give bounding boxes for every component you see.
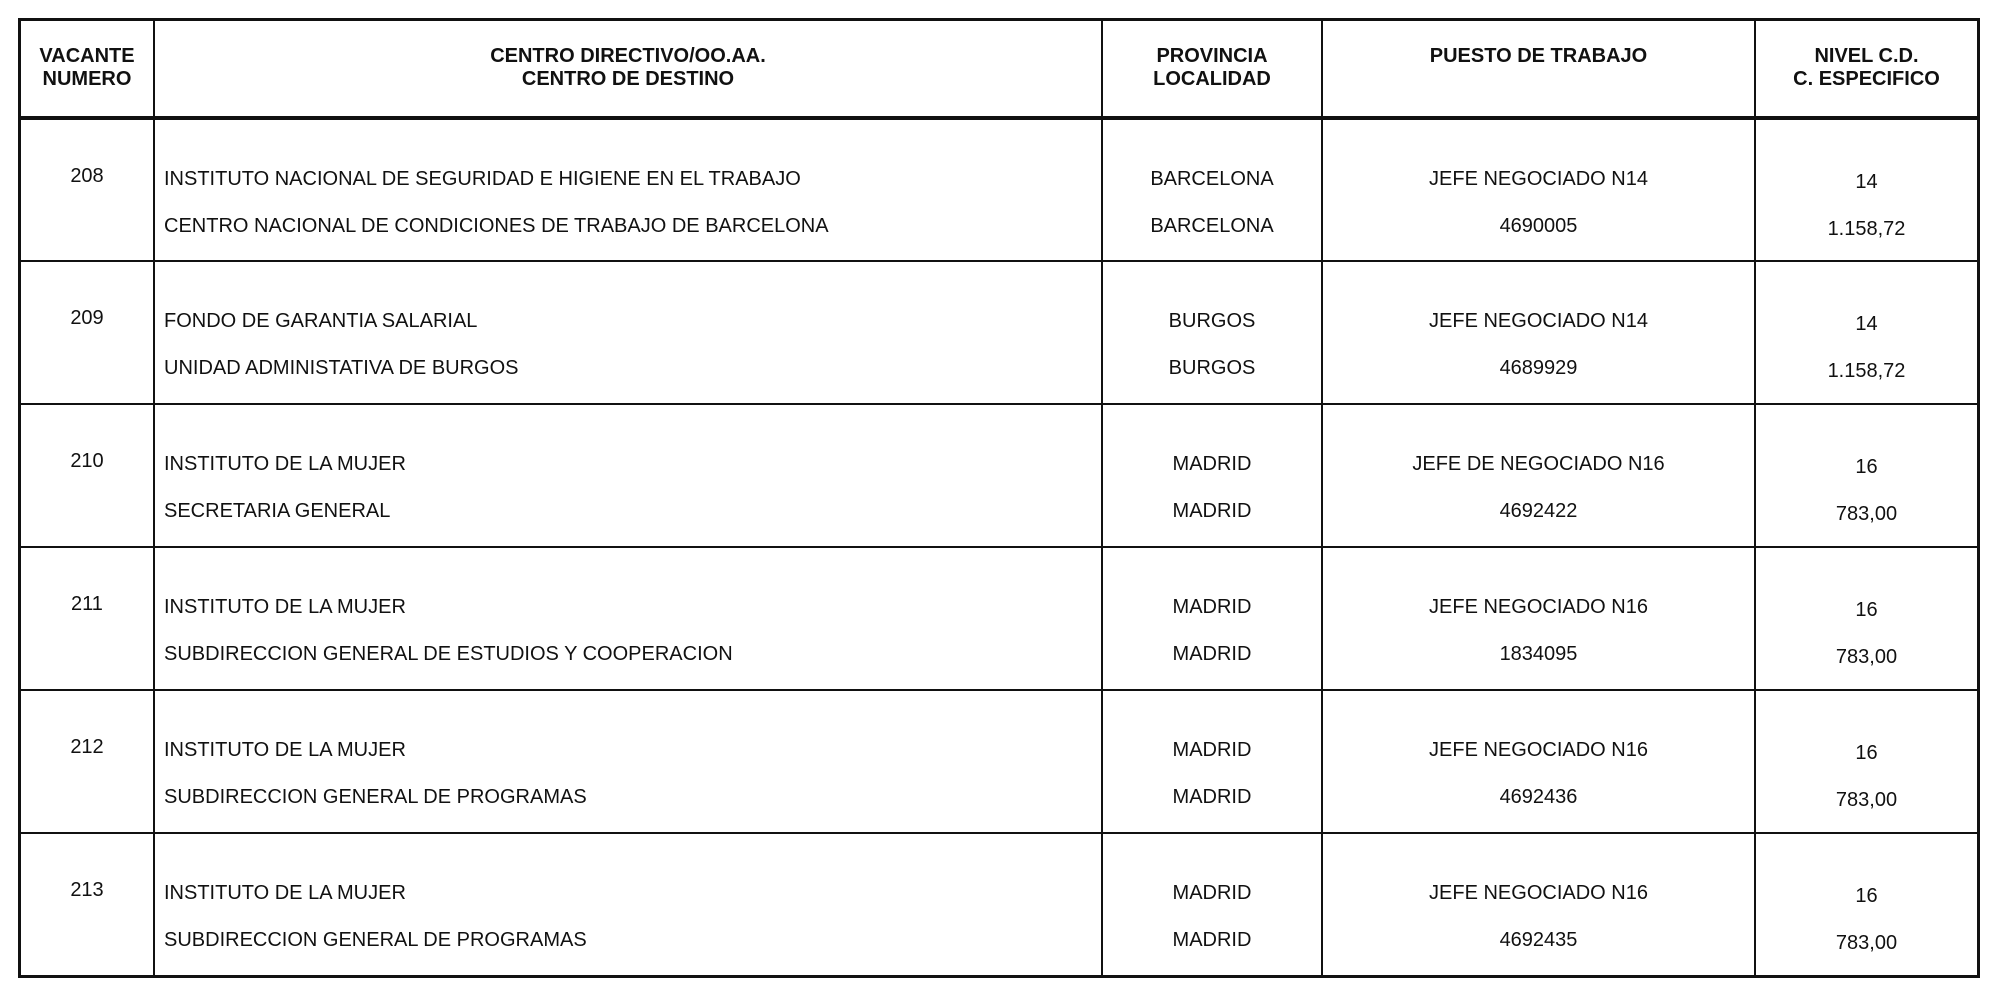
puesto-trabajo: JEFE NEGOCIADO N14 [1429, 310, 1648, 332]
centro-destino: SUBDIRECCION GENERAL DE ESTUDIOS Y COOPERACION [164, 643, 733, 665]
header-vacante-line1: VACANTE [39, 45, 135, 67]
cell-puesto [1322, 118, 1755, 261]
cell-provincia [1102, 404, 1322, 547]
table-row [21, 404, 1977, 547]
cell-centro [154, 404, 1102, 547]
header-centro [154, 21, 1102, 118]
puesto-codigo: 4692436 [1499, 786, 1578, 808]
header-centro-line1: CENTRO DIRECTIVO/OO.AA. [490, 45, 766, 67]
header-nivel-line1: NIVEL C.D. [1814, 45, 1919, 67]
provincia: BARCELONA [1150, 168, 1274, 190]
nivel-cd: 16 [1855, 742, 1878, 764]
cell-provincia [1102, 833, 1322, 976]
cell-vacante [21, 118, 154, 261]
header-puesto-line1: PUESTO DE TRABAJO [1429, 45, 1648, 67]
complemento-especifico: 783,00 [1835, 789, 1898, 811]
puesto-trabajo: JEFE NEGOCIADO N16 [1429, 739, 1648, 761]
header-vacante-line2: NUMERO [42, 68, 132, 90]
vacante-number: 212 [70, 736, 104, 758]
cell-provincia [1102, 118, 1322, 261]
puesto-codigo: 4692435 [1499, 929, 1578, 951]
cell-puesto [1322, 833, 1755, 976]
nivel-cd: 14 [1855, 313, 1878, 335]
table-row [21, 261, 1977, 404]
header-nivel [1755, 21, 1977, 118]
cell-nivel [1755, 833, 1977, 976]
centro-destino: SUBDIRECCION GENERAL DE PROGRAMAS [164, 786, 587, 808]
cell-centro [154, 833, 1102, 976]
complemento-especifico: 783,00 [1835, 932, 1898, 954]
centro-directivo: INSTITUTO DE LA MUJER [164, 739, 406, 761]
cell-nivel [1755, 690, 1977, 833]
header-provincia-line1: PROVINCIA [1156, 45, 1268, 67]
header-nivel-line2: C. ESPECIFICO [1793, 68, 1940, 90]
table-body [21, 118, 1977, 976]
puesto-trabajo: JEFE NEGOCIADO N16 [1429, 596, 1648, 618]
table-row [21, 118, 1977, 261]
cell-nivel [1755, 547, 1977, 690]
cell-nivel [1755, 404, 1977, 547]
provincia: MADRID [1172, 882, 1252, 904]
centro-destino: SECRETARIA GENERAL [164, 500, 391, 522]
cell-centro [154, 118, 1102, 261]
complemento-especifico: 783,00 [1835, 646, 1898, 668]
provincia: MADRID [1172, 453, 1252, 475]
provincia: MADRID [1172, 596, 1252, 618]
vacante-number: 210 [70, 450, 104, 472]
puesto-trabajo: JEFE NEGOCIADO N16 [1429, 882, 1648, 904]
puesto-codigo: 4692422 [1499, 500, 1578, 522]
localidad: MADRID [1172, 500, 1252, 522]
header-puesto [1322, 21, 1755, 118]
cell-vacante [21, 690, 154, 833]
puesto-codigo: 1834095 [1499, 643, 1578, 665]
vacante-number: 211 [71, 593, 103, 615]
cell-centro [154, 690, 1102, 833]
cell-vacante [21, 833, 154, 976]
header-vacante [21, 21, 154, 118]
cell-vacante [21, 547, 154, 690]
puesto-codigo: 4690005 [1499, 215, 1578, 237]
table-header [21, 21, 1977, 118]
cell-provincia [1102, 547, 1322, 690]
table-row [21, 690, 1977, 833]
centro-directivo: FONDO DE GARANTIA SALARIAL [164, 310, 478, 332]
cell-puesto [1322, 261, 1755, 404]
puesto-trabajo: JEFE DE NEGOCIADO N16 [1412, 453, 1665, 475]
centro-destino: SUBDIRECCION GENERAL DE PROGRAMAS [164, 929, 587, 951]
cell-centro [154, 547, 1102, 690]
header-provincia-line2: LOCALIDAD [1153, 68, 1271, 90]
nivel-cd: 16 [1855, 456, 1878, 478]
localidad: MADRID [1172, 643, 1252, 665]
localidad: MADRID [1172, 786, 1252, 808]
vacante-number: 209 [70, 307, 104, 329]
table-row [21, 547, 1977, 690]
nivel-cd: 16 [1855, 885, 1878, 907]
cell-puesto [1322, 690, 1755, 833]
puesto-trabajo: JEFE NEGOCIADO N14 [1429, 168, 1648, 190]
table-row [21, 833, 1977, 976]
cell-centro [154, 261, 1102, 404]
nivel-cd: 14 [1855, 171, 1878, 193]
cell-puesto [1322, 547, 1755, 690]
header-provincia [1102, 21, 1322, 118]
puesto-codigo: 4689929 [1499, 357, 1578, 379]
header-centro-line2: CENTRO DE DESTINO [521, 68, 735, 90]
centro-destino: CENTRO NACIONAL DE CONDICIONES DE TRABAJO DE BARCELONA [164, 215, 829, 237]
nivel-cd: 16 [1855, 599, 1878, 621]
centro-directivo: INSTITUTO DE LA MUJER [164, 453, 406, 475]
cell-nivel [1755, 118, 1977, 261]
cell-provincia [1102, 261, 1322, 404]
localidad: BURGOS [1168, 357, 1256, 379]
centro-directivo: INSTITUTO NACIONAL DE SEGURIDAD E HIGIENE EN EL TRABAJO [164, 168, 801, 190]
cell-puesto [1322, 404, 1755, 547]
localidad: MADRID [1172, 929, 1252, 951]
complemento-especifico: 783,00 [1835, 503, 1898, 525]
complemento-especifico: 1.158,72 [1827, 218, 1906, 240]
centro-directivo: INSTITUTO DE LA MUJER [164, 882, 406, 904]
vacante-number: 213 [70, 879, 104, 901]
cell-nivel [1755, 261, 1977, 404]
cell-vacante [21, 261, 154, 404]
centro-destino: UNIDAD ADMINISTATIVA DE BURGOS [164, 357, 519, 379]
complemento-especifico: 1.158,72 [1827, 360, 1906, 382]
centro-directivo: INSTITUTO DE LA MUJER [164, 596, 406, 618]
cell-provincia [1102, 690, 1322, 833]
vacante-number: 208 [70, 165, 104, 187]
localidad: BARCELONA [1150, 215, 1274, 237]
vacancy-grid [21, 21, 1977, 976]
provincia: BURGOS [1168, 310, 1256, 332]
provincia: MADRID [1172, 739, 1252, 761]
vacancy-table [18, 18, 1980, 978]
cell-vacante [21, 404, 154, 547]
